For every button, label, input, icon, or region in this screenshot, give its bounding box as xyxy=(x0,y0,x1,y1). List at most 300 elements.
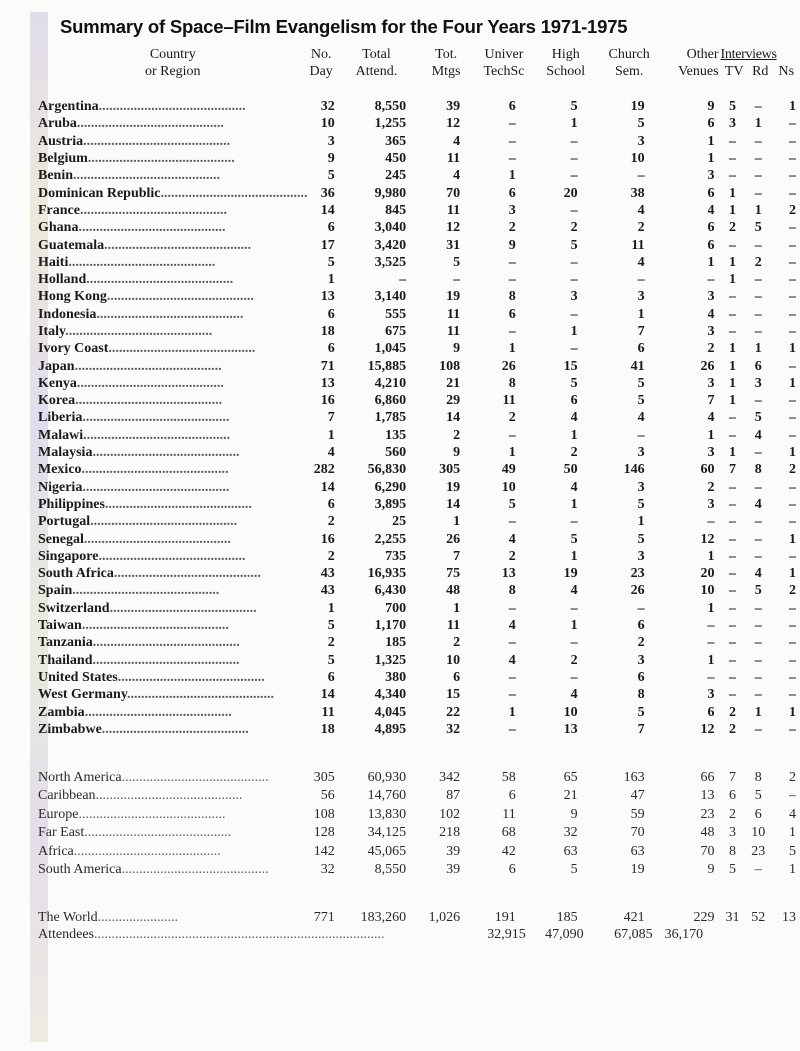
cell-mtgs: 29 xyxy=(446,393,461,409)
cell-mtgs: 5 xyxy=(453,254,461,270)
country-row xyxy=(38,236,800,253)
cell-high-school: 185 xyxy=(556,910,578,926)
cell-ns: – xyxy=(789,237,796,253)
cell-high-school: 2 xyxy=(570,445,578,461)
cell-ns: – xyxy=(789,220,796,236)
cell-attend: 3,040 xyxy=(374,220,407,236)
cell-mtgs: 10 xyxy=(446,652,461,668)
row-label: Nigeria.......................................... xyxy=(38,479,230,495)
cell-ns: – xyxy=(789,410,796,426)
country-row xyxy=(38,479,800,496)
row-label: Benin.......................................... xyxy=(38,168,221,184)
cell-other: 12 xyxy=(700,721,715,737)
cell-other: 7 xyxy=(707,393,715,409)
cell-univer: 6 xyxy=(508,185,516,201)
cell-day: 2 xyxy=(327,548,335,564)
cell-attend: 735 xyxy=(385,548,407,564)
cell-day: 13 xyxy=(320,289,335,305)
row-label: West Germany.......................................... xyxy=(38,687,275,703)
cell-univer: 11 xyxy=(502,806,516,822)
cell-church: 26 xyxy=(630,583,645,599)
country-row xyxy=(38,496,800,513)
cell-attend: 135 xyxy=(385,427,407,443)
cell-ns: – xyxy=(789,721,796,737)
cell-univer: 4 xyxy=(508,531,516,547)
cell-other: 10 xyxy=(700,583,715,599)
cell-church: 7 xyxy=(637,324,645,339)
cell-high-school: 15 xyxy=(563,358,578,374)
country-row xyxy=(38,375,800,392)
region-row xyxy=(38,823,800,842)
cell-univer: 8 xyxy=(508,583,516,599)
row-label: Indonesia.......................................... xyxy=(38,306,244,322)
cell-day: 4 xyxy=(327,445,335,461)
cell-other: – xyxy=(707,514,715,530)
cell-other: 36,170 xyxy=(664,927,704,943)
cell-church: 59 xyxy=(630,806,645,822)
cell-tv: – xyxy=(728,548,736,564)
cell-univer: – xyxy=(508,254,516,270)
cell-univer: 8 xyxy=(508,375,516,391)
cell-day: 5 xyxy=(327,652,335,668)
cell-univer: 6 xyxy=(508,788,516,804)
cell-ns: – xyxy=(789,618,796,634)
cell-other: 2 xyxy=(707,341,715,357)
row-label: Caribbean.......................................... xyxy=(38,788,243,804)
cell-high-school: 3 xyxy=(570,289,578,305)
cell-attend: 183,260 xyxy=(360,910,407,926)
cell-ns: – xyxy=(789,548,796,564)
cell-church: 2 xyxy=(637,635,645,651)
cell-rd: 4 xyxy=(754,566,762,582)
row-label: Portugal.......................................... xyxy=(38,514,238,530)
cell-attend: 700 xyxy=(385,600,407,616)
cell-ns: 2 xyxy=(789,583,796,599)
cell-rd: 1 xyxy=(754,341,762,357)
cell-ns: – xyxy=(789,116,796,132)
cell-attend: 560 xyxy=(385,445,407,461)
cell-rd: 5 xyxy=(754,220,762,236)
cell-church: 421 xyxy=(623,910,645,926)
cell-univer: 4 xyxy=(508,652,516,668)
cell-univer: 49 xyxy=(501,462,516,478)
cell-day: 282 xyxy=(313,462,335,478)
cell-high-school: 4 xyxy=(570,479,578,495)
cell-church: 5 xyxy=(637,531,645,547)
header-other-venues: Other Venues xyxy=(678,47,719,79)
cell-rd: – xyxy=(754,721,762,737)
cell-rd: – xyxy=(754,600,762,616)
cell-day: 14 xyxy=(320,687,335,703)
row-label: Zimbabwe.......................................... xyxy=(38,721,249,737)
header-univer: Univer TechSc xyxy=(483,47,525,79)
cell-other: 1 xyxy=(707,600,715,616)
cell-ns: – xyxy=(789,427,796,443)
row-label: Hong Kong.......................................... xyxy=(38,289,254,305)
cell-church: 10 xyxy=(630,151,645,167)
cell-attend: 8,550 xyxy=(374,99,407,115)
cell-ns: – xyxy=(789,687,796,703)
cell-attend: 185 xyxy=(385,635,407,651)
cell-rd: – xyxy=(754,133,762,149)
cell-mtgs: 4 xyxy=(453,133,461,149)
cell-attend: 3,525 xyxy=(374,254,407,270)
cell-ns: – xyxy=(789,306,796,322)
country-row xyxy=(38,617,800,634)
cell-other: – xyxy=(707,635,715,651)
cell-attend: 1,045 xyxy=(374,341,407,357)
cell-rd: 23 xyxy=(751,843,766,859)
cell-ns: – xyxy=(789,358,796,374)
country-row xyxy=(38,600,800,617)
cell-mtgs: 15 xyxy=(446,687,461,703)
cell-mtgs: – xyxy=(453,272,461,288)
cell-church: 5 xyxy=(637,704,645,720)
cell-day: 6 xyxy=(327,220,335,236)
cell-attend: 13,830 xyxy=(367,806,407,822)
cell-univer: 68 xyxy=(501,825,516,841)
cell-attend: 245 xyxy=(385,168,407,184)
country-row xyxy=(38,202,800,219)
cell-attend: 4,895 xyxy=(374,721,407,737)
cell-ns: 1 xyxy=(789,341,796,357)
cell-rd: 8 xyxy=(754,462,762,478)
cell-rd: – xyxy=(754,862,762,878)
cell-high-school: 5 xyxy=(570,237,578,253)
cell-mtgs: 7 xyxy=(453,548,461,564)
spacer-row xyxy=(38,738,800,768)
country-row xyxy=(38,184,800,201)
cell-attend: 4,045 xyxy=(374,704,407,720)
country-row xyxy=(38,323,800,340)
cell-high-school: – xyxy=(570,306,578,322)
cell-attend: 675 xyxy=(385,324,407,339)
cell-church: 41 xyxy=(630,358,645,374)
cell-tv: 1 xyxy=(728,358,736,374)
cell-ns: – xyxy=(789,151,796,167)
cell-rd: – xyxy=(754,445,762,461)
cell-mtgs: 19 xyxy=(446,289,461,305)
row-label: South Africa.......................................... xyxy=(38,566,261,582)
cell-tv: 2 xyxy=(728,806,736,822)
row-label: Senegal.......................................... xyxy=(38,531,231,547)
country-row xyxy=(38,427,800,444)
cell-other: 3 xyxy=(707,168,715,184)
cell-other: 4 xyxy=(707,306,715,322)
cell-rd: – xyxy=(754,548,762,564)
cell-other: 6 xyxy=(707,704,715,720)
cell-church: 6 xyxy=(637,341,645,357)
country-row xyxy=(38,582,800,599)
cell-ns: 1 xyxy=(789,704,796,720)
cell-church: 3 xyxy=(637,548,645,564)
cell-tv: 1 xyxy=(728,445,736,461)
cell-univer: – xyxy=(508,116,516,132)
country-row xyxy=(38,409,800,426)
row-label: Japan.......................................... xyxy=(38,358,222,374)
country-row xyxy=(38,513,800,530)
cell-church: 19 xyxy=(630,862,645,878)
cell-day: 2 xyxy=(327,635,335,651)
cell-tv: 1 xyxy=(728,254,736,270)
cell-tv: 1 xyxy=(728,393,736,409)
cell-rd: – xyxy=(754,237,762,253)
cell-day: 71 xyxy=(320,358,335,374)
cell-ns: – xyxy=(789,635,796,651)
cell-univer: 9 xyxy=(508,237,516,253)
cell-day: 128 xyxy=(313,825,335,841)
cell-day: 43 xyxy=(320,583,335,599)
cell-univer: – xyxy=(508,151,516,167)
cell-high-school: 1 xyxy=(570,618,578,634)
cell-high-school: 21 xyxy=(563,788,578,804)
cell-other: 9 xyxy=(707,99,715,115)
cell-ns: – xyxy=(789,479,796,495)
cell-tv: 2 xyxy=(728,721,736,737)
cell-univer: – xyxy=(508,272,516,288)
cell-rd: 3 xyxy=(754,375,762,391)
cell-other: 13 xyxy=(700,788,715,804)
cell-other: 1 xyxy=(707,427,715,443)
cell-ns: 1 xyxy=(789,375,796,391)
cell-mtgs: 9 xyxy=(453,341,461,357)
cell-church: 4 xyxy=(637,410,645,426)
cell-other: 26 xyxy=(700,358,715,374)
cell-day: 32 xyxy=(320,99,335,115)
cell-univer: – xyxy=(508,514,516,530)
cell-church: 3 xyxy=(637,652,645,668)
cell-other: 4 xyxy=(707,410,715,426)
cell-rd: 8 xyxy=(754,769,762,785)
cell-high-school: – xyxy=(570,254,578,270)
cell-rd: 1 xyxy=(754,202,762,218)
cell-univer: – xyxy=(508,635,516,651)
cell-ns: 1 xyxy=(789,862,796,878)
cell-mtgs: 70 xyxy=(446,185,461,201)
cell-high-school: 1 xyxy=(570,324,578,339)
cell-church: – xyxy=(637,272,645,288)
cell-rd: – xyxy=(754,531,762,547)
cell-attend: 60,930 xyxy=(367,769,407,785)
cell-high-school: 4 xyxy=(570,583,578,599)
cell-rd: 52 xyxy=(751,910,766,926)
cell-day: 43 xyxy=(320,566,335,582)
cell-attend: 8,550 xyxy=(374,862,407,878)
cell-day: 7 xyxy=(327,410,335,426)
cell-mtgs: 39 xyxy=(446,862,461,878)
cell-tv: – xyxy=(728,237,736,253)
row-label: Aruba.......................................... xyxy=(38,116,224,132)
row-label: Malawi.......................................... xyxy=(38,427,231,443)
cell-attend: 555 xyxy=(385,306,407,322)
cell-mtgs: 11 xyxy=(446,151,461,167)
cell-day: 56 xyxy=(320,788,335,804)
cell-church: 2 xyxy=(637,220,645,236)
cell-univer: – xyxy=(508,669,516,685)
cell-attend: 6,430 xyxy=(374,583,407,599)
cell-univer: 8 xyxy=(508,289,516,305)
country-row xyxy=(38,652,800,669)
country-row xyxy=(38,721,800,738)
cell-mtgs: 87 xyxy=(446,788,461,804)
cell-day: 17 xyxy=(320,237,335,253)
cell-rd: 10 xyxy=(751,825,766,841)
cell-day: 1 xyxy=(327,600,335,616)
cell-ns: 1 xyxy=(789,566,796,582)
row-label: Zambia.......................................... xyxy=(38,704,232,720)
cell-tv: – xyxy=(728,566,736,582)
cell-high-school: 20 xyxy=(563,185,578,201)
cell-rd: – xyxy=(754,669,762,685)
row-label: Far East.......................................... xyxy=(38,825,232,841)
cell-other: 6 xyxy=(707,237,715,253)
cell-univer: 6 xyxy=(508,862,516,878)
cell-church: 8 xyxy=(637,687,645,703)
cell-univer: 1 xyxy=(508,704,516,720)
cell-high-school: – xyxy=(570,514,578,530)
cell-univer: 26 xyxy=(501,358,516,374)
cell-day: 6 xyxy=(327,496,335,512)
cell-attend: 56,830 xyxy=(367,462,407,478)
cell-high-school: – xyxy=(570,133,578,149)
cell-other: 1 xyxy=(707,254,715,270)
cell-ns: 1 xyxy=(789,531,796,547)
cell-attend: 16,935 xyxy=(367,566,407,582)
cell-church: 3 xyxy=(637,445,645,461)
cell-mtgs: 6 xyxy=(453,669,461,685)
cell-high-school: – xyxy=(570,151,578,167)
row-label: Argentina.......................................... xyxy=(38,99,246,115)
country-row xyxy=(38,167,800,184)
cell-other: 3 xyxy=(707,687,715,703)
cell-high-school: – xyxy=(570,168,578,184)
cell-univer: 5 xyxy=(508,496,516,512)
cell-high-school: – xyxy=(570,202,578,218)
cell-rd: – xyxy=(754,289,762,305)
cell-rd: – xyxy=(754,687,762,703)
row-label: Guatemala.......................................... xyxy=(38,237,252,253)
cell-tv: – xyxy=(728,531,736,547)
cell-tv: – xyxy=(728,669,736,685)
cell-church: 23 xyxy=(630,566,645,582)
cell-mtgs: 39 xyxy=(446,843,461,859)
cell-mtgs: 14 xyxy=(446,410,461,426)
cell-univer: – xyxy=(508,721,516,737)
cell-day: 5 xyxy=(327,618,335,634)
cell-univer: 42 xyxy=(501,843,516,859)
country-row xyxy=(38,686,800,703)
row-label: United States.......................................... xyxy=(38,669,265,685)
cell-high-school: 5 xyxy=(570,99,578,115)
cell-tv: – xyxy=(728,133,736,149)
cell-mtgs: 102 xyxy=(439,806,461,822)
cell-ns: 4 xyxy=(789,806,796,822)
cell-mtgs: 342 xyxy=(439,769,461,785)
cell-mtgs: 2 xyxy=(453,427,461,443)
row-label: Switzerland.......................................... xyxy=(38,600,257,616)
row-label: Haiti.......................................... xyxy=(38,254,216,270)
cell-ns: – xyxy=(789,788,796,804)
cell-other: – xyxy=(707,272,715,288)
cell-tv: 1 xyxy=(728,341,736,357)
header-church: Church Sem. xyxy=(608,47,650,79)
cell-attend: 3,140 xyxy=(374,289,407,305)
cell-tv: 5 xyxy=(728,99,736,115)
cell-tv: – xyxy=(728,410,736,426)
cell-tv: – xyxy=(728,306,736,322)
row-label: Africa.......................................... xyxy=(38,843,221,859)
row-label: Ivory Coast.......................................... xyxy=(38,341,256,357)
cell-mtgs: 39 xyxy=(446,99,461,115)
cell-univer: 32,915 xyxy=(487,927,526,943)
cell-church: 6 xyxy=(637,669,645,685)
row-label: Tanzania.......................................... xyxy=(38,635,240,651)
row-label: Attendees................................................................................... xyxy=(38,927,385,943)
country-row xyxy=(38,98,800,115)
region-row xyxy=(38,842,800,861)
row-label: Taiwan.......................................... xyxy=(38,618,229,634)
cell-church: 3 xyxy=(637,479,645,495)
country-row xyxy=(38,444,800,461)
country-row xyxy=(38,340,800,357)
cell-high-school: 63 xyxy=(563,843,578,859)
cell-ns: 1 xyxy=(789,99,796,115)
cell-ns: – xyxy=(789,652,796,668)
cell-high-school: 1 xyxy=(570,427,578,443)
cell-tv: 7 xyxy=(728,462,736,478)
cell-other: 3 xyxy=(707,445,715,461)
region-row xyxy=(38,786,800,805)
cell-univer: 6 xyxy=(508,306,516,322)
cell-mtgs: 1,026 xyxy=(428,910,461,926)
cell-ns: – xyxy=(789,254,796,270)
cell-other: 66 xyxy=(700,769,715,785)
cell-day: 36 xyxy=(320,185,335,201)
cell-tv: 31 xyxy=(725,910,740,926)
cell-mtgs: 4 xyxy=(453,168,461,184)
cell-ns: 2 xyxy=(789,462,796,478)
cell-day: 32 xyxy=(320,862,335,878)
cell-rd: 6 xyxy=(754,806,762,822)
cell-rd: 1 xyxy=(754,704,762,720)
cell-tv: – xyxy=(728,479,736,495)
cell-day: 18 xyxy=(320,721,335,737)
row-label: Mexico.......................................... xyxy=(38,462,229,478)
cell-church: 1 xyxy=(637,306,645,322)
cell-attend: 34,125 xyxy=(367,825,407,841)
cell-univer: 1 xyxy=(508,445,516,461)
cell-day: 6 xyxy=(327,669,335,685)
cell-other: 6 xyxy=(707,116,715,132)
cell-church: 3 xyxy=(637,289,645,305)
cell-rd: 5 xyxy=(754,788,762,804)
cell-attend: 845 xyxy=(385,202,407,218)
cell-mtgs: 11 xyxy=(446,618,461,634)
country-row xyxy=(38,288,800,305)
cell-day: 11 xyxy=(321,704,335,720)
cell-ns: – xyxy=(789,289,796,305)
header-tv: TV xyxy=(724,64,744,79)
cell-high-school: 1 xyxy=(570,116,578,132)
cell-day: 771 xyxy=(313,910,335,926)
row-label: Italy.......................................... xyxy=(38,324,213,339)
cell-tv: – xyxy=(728,514,736,530)
cell-ns: 13 xyxy=(782,910,796,926)
cell-other: 229 xyxy=(693,910,715,926)
cell-tv: 3 xyxy=(728,825,736,841)
cell-univer: 2 xyxy=(508,548,516,564)
cell-mtgs: 22 xyxy=(446,704,461,720)
